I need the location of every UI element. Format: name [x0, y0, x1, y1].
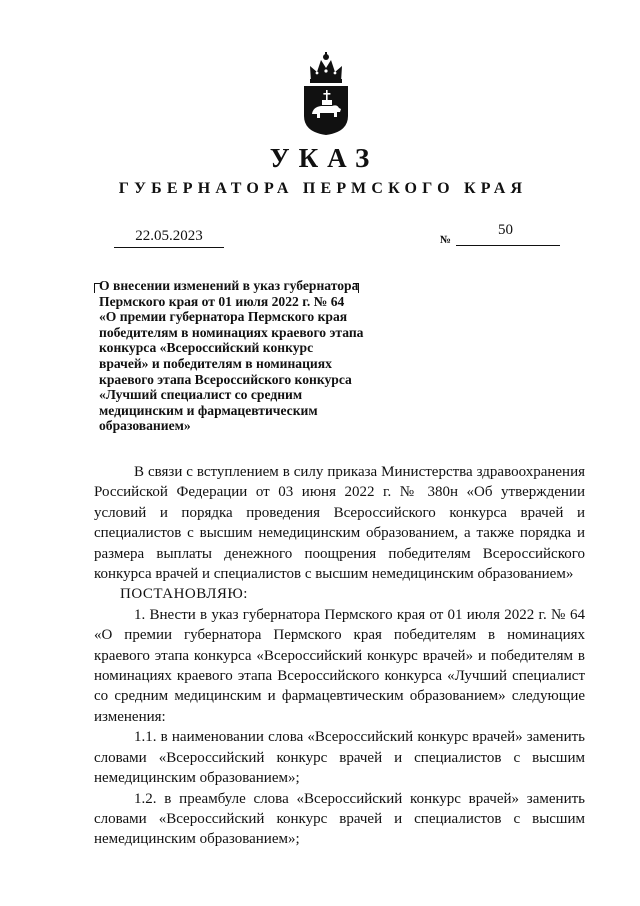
- preamble-paragraph: В связи с вступлением в силу приказа Министерства здравоохранения Российской Федерации от 03 июня 2022 г. № 380н «Об утверждении условий и порядка проведения Всероссийского конкурса врачей и специалистов с высшим немедицинским образованием, а также порядка и размера выплаты денежного поощрения победителям Всероссийского конкурса врачей и специалистов с высшим немедицинским образованием»: [94, 464, 585, 583]
- item-1-2-paragraph: 1.2. в преамбуле слова «Всероссийский конкурс врачей» заменить словами «Всероссийский конкурс врачей и специалистов с высшим немедицинским образованием»;: [94, 790, 585, 848]
- heading-line: «Лучший специалист со средним: [99, 387, 303, 403]
- heading-line: медицинским и фармацевтическим: [99, 402, 318, 418]
- item-1-1-paragraph: 1.1. в наименовании слова «Всероссийский конкурс врачей» заменить словами «Всероссийский конкурс врачей и специалистов с высшим немедицинским образованием»;: [94, 729, 585, 787]
- document-title: УКАЗ: [269, 143, 379, 173]
- heading-line: победителям в номинациях краевого этапа: [99, 324, 364, 340]
- heading-line: «О премии губернатора Пермского края: [99, 309, 348, 325]
- heading-line: врачей» и победителям в номинациях: [99, 355, 332, 371]
- number-underline: [456, 245, 560, 246]
- heading-line: краевого этапа Всероссийского конкурса: [99, 371, 352, 387]
- document-subtitle: ГУБЕРНАТОРА ПЕРМСКОГО КРАЯ: [118, 180, 528, 197]
- decree-word: ПОСТАНОВЛЯЮ:: [120, 586, 248, 603]
- document-body: [94, 462, 585, 850]
- heading-line: О внесении изменений в указ губернатора: [99, 278, 359, 293]
- heading-line: конкурса «Всероссийский конкурс: [99, 340, 314, 356]
- item-1-paragraph: 1. Внести в указ губернатора Пермского края от 01 июля 2022 г. № 64 «О премии губернатора Пермского края победителям в номинациях краевого этапа конкурса «Всероссийский конкурс врачей» и победителям в номинациях краевого этапа Всероссийского конкурса «Лучший специалист со средним медицинским и фармацевтическим образованием» следующие изменения:: [94, 606, 585, 725]
- heading-line: Пермского края от 01 июля 2022 г. № 64: [99, 293, 345, 309]
- perm-krai-coat-of-arms-icon: [300, 52, 352, 136]
- document-number: 50: [498, 222, 513, 238]
- document-date: 22.05.2023: [135, 228, 203, 244]
- heading-line: образованием»: [99, 418, 191, 434]
- document-heading: [99, 278, 399, 434]
- date-underline: [114, 247, 224, 248]
- number-sign: №: [440, 234, 452, 246]
- date-field: [114, 228, 224, 248]
